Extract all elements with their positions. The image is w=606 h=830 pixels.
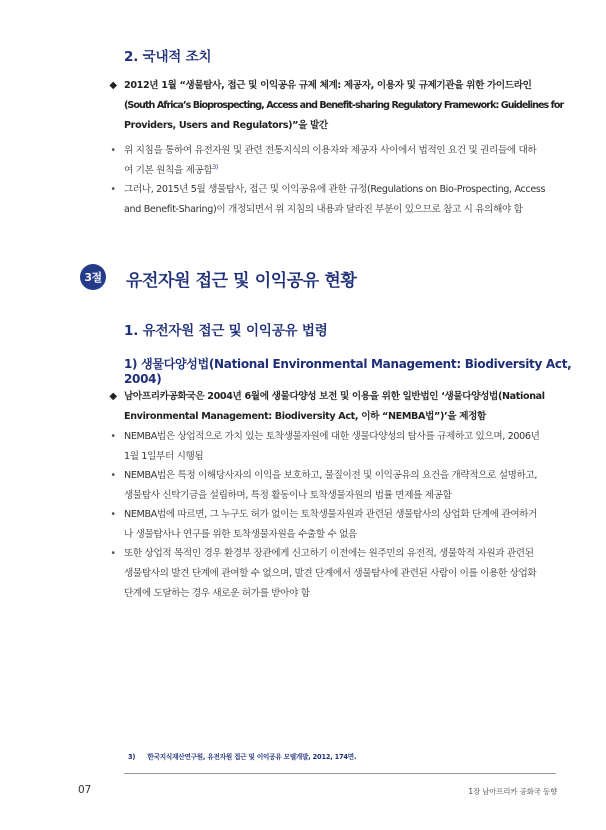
text-fragment: 여 기본 원칙을 제공함 — [124, 165, 213, 176]
subsection-heading-laws: 1. 유전자원 접근 및 이익공유 법령 — [124, 323, 328, 339]
chapter-label: 1장 남아프리카 공화국 동향 — [468, 787, 557, 796]
footnote-number: 3) — [128, 753, 136, 761]
text-line: 생물탐사 신탁기금을 설립하며, 특정 활동이나 토착생물자원의 법률 면제를 제공함 — [124, 490, 452, 501]
bullet-icon: • — [110, 548, 116, 559]
text-line: 2012년 1월 “생물탐사, 접근 및 이익공유 규제 체계: 제공자, 이용자 및 규제기관을 위한 가이드라인 — [124, 80, 532, 91]
text-line: NEMBA법은 특정 이해당사자의 이익을 보호하고, 물질이전 및 이익공유의 요건을 개략적으로 설명하고, — [124, 470, 538, 481]
bullet-icon: • — [110, 509, 116, 520]
nemba-bullet-3 — [110, 505, 564, 545]
guideline-bullet-2 — [110, 180, 564, 220]
guideline-main-item — [109, 76, 564, 136]
text-line: (South Africa’s Bioprospecting, Access and Benefit-sharing Regulatory Framework: Guidelines for — [124, 100, 564, 111]
bullet-icon: • — [110, 145, 116, 156]
footer-rule — [124, 773, 556, 774]
guideline-bullet-1 — [110, 141, 564, 181]
bullet-icon: • — [110, 431, 116, 442]
text-line — [124, 161, 564, 181]
nemba-main-item — [109, 387, 564, 427]
section-title: 유전자원 접근 및 이익공유 현황 — [126, 271, 357, 291]
text-line: 나 생물탐사나 연구를 위한 토착생물자원을 수출할 수 없음 — [124, 529, 357, 540]
page-number: 07 — [78, 784, 92, 796]
section-heading-domestic-measures: 2. 국내적 조치 — [124, 49, 212, 65]
bullet-icon: • — [110, 470, 116, 481]
footnote-ref[interactable]: 3) — [212, 163, 218, 171]
text-line: 1월 1일부터 시행됨 — [124, 451, 204, 462]
text-line: 남아프리카공화국은 2004년 6월에 생물다양성 보전 및 이용을 위한 일반법인 ‘생물다양성법(National — [124, 391, 545, 402]
diamond-bullet-icon: ◆ — [109, 80, 117, 91]
text-line: 그러나, 2015년 5월 생물탐사, 접근 및 이익공유에 관한 규정(Regulations on Bio-Prospecting, Access — [124, 184, 546, 195]
footnote — [128, 751, 356, 761]
text-line: Environmental Management: Biodiversity Act, 이하 “NEMBA법”)’을 제정함 — [124, 411, 486, 422]
nemba-bullet-2 — [110, 466, 564, 506]
text-line: and Benefit-Sharing)이 개정되면서 위 지침의 내용과 달라진 부분이 있으므로 참고 시 유의해야 함 — [124, 204, 523, 215]
text-line: Providers, Users and Regulators)”을 발간 — [124, 120, 328, 131]
footnote-text: 한국지식재산연구원, 유전자원 접근 및 이익공유 모델개발, 2012, 174면. — [147, 753, 357, 761]
subsubsection-heading-nemba: 1) 생물다양성법(National Environmental Management: Biodiversity Act, 2004) — [124, 357, 572, 386]
text-line: NEMBA법에 따르면, 그 누구도 허가 없이는 토착생물자원과 관련된 생물탐사의 상업화 단계에 관여하거 — [124, 509, 538, 520]
text-line: 위 지침을 통하여 유전자원 및 관련 전통지식의 이용자와 제공자 사이에서 법적인 요건 및 권리들에 대하 — [124, 145, 537, 156]
nemba-bullet-4 — [110, 544, 564, 604]
text-line: 단계에 도달하는 경우 새로운 허가를 받아야 함 — [124, 588, 310, 599]
bullet-icon: • — [110, 184, 116, 195]
text-line: 생물탐사의 발견 단계에 관여할 수 없으며, 발견 단계에서 생물탐사에 관련된 사람이 이를 이용한 상업화 — [124, 568, 537, 579]
diamond-bullet-icon: ◆ — [109, 391, 117, 402]
section-number-badge: 3절 — [80, 264, 106, 290]
nemba-bullet-1 — [110, 427, 564, 467]
text-line: 또한 상업적 목적인 경우 환경부 장관에게 신고하기 이전에는 원주민의 유전적, 생물학적 자원과 관련된 — [124, 548, 534, 559]
text-line: NEMBA법은 상업적으로 가치 있는 토착생물자원에 대한 생물다양성의 탐사를 규제하고 있으며, 2006년 — [124, 431, 540, 442]
